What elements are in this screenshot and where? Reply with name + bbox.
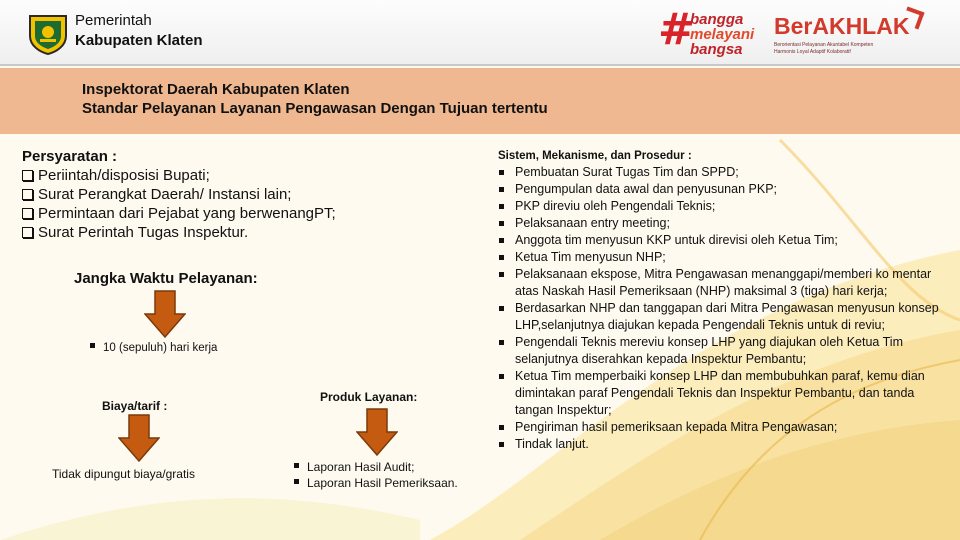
bullet-icon [499,442,504,447]
down-arrow-icon [118,414,160,462]
down-arrow-icon [144,290,186,338]
berakhlak-tagline-1: Berorientasi Pelayanan Akuntabel Kompeten [774,42,874,48]
requirement-item: Surat Perintah Tugas Inspektur. [22,223,336,242]
down-arrow-icon [356,408,398,456]
procedure-step: Pembuatan Surat Tugas Tim dan SPPD; [498,164,953,181]
checkbox-icon [22,189,33,200]
berakhlak-title: BerAKHLAK [774,13,910,39]
bullet-icon [499,340,504,345]
procedure-step: Anggota tim menyusun KKP untuk direvisi oleh Ketua Tim; [498,232,953,249]
procedure-step: Pelaksanaan entry meeting; [498,215,953,232]
product-heading: Produk Layanan: [320,390,418,404]
product-item: Laporan Hasil Audit; [294,459,458,475]
bangsa-word: bangsa [690,41,743,58]
agency-title: Inspektorat Daerah Kabupaten Klaten [82,81,350,98]
product-list [294,459,458,491]
requirement-item: Periintah/disposisi Bupati; [22,166,336,185]
procedure-list [498,164,953,453]
service-time-heading: Jangka Waktu Pelayanan: [74,270,258,287]
procedure-step: Pengendali Teknis mereviu konsep LHP yang diajukan oleh Ketua Tim selanjutnya diserahkan kepada Inspektur Pembantu; [498,334,953,368]
fee-heading: Biaya/tarif : [102,399,168,413]
bullet-icon [499,170,504,175]
bullet-icon [294,463,299,468]
bullet-icon [499,272,504,277]
procedure-step: Pengiriman hasil pemeriksaan kepada Mitra Pengawasan; [498,419,953,436]
hashtag-icon: # [658,4,695,55]
checkbox-icon [22,208,33,219]
service-time-value: 10 (sepuluh) hari kerja [90,342,217,354]
government-label: Pemerintah [75,12,152,29]
bullet-icon [499,425,504,430]
bullet-icon [499,255,504,260]
melayani-word: melayani [690,26,755,43]
procedure-step: PKP direviu oleh Pengendali Teknis; [498,198,953,215]
requirements-list [22,166,336,242]
requirement-item: Permintaan dari Pejabat yang berwenangPT; [22,204,336,223]
bullet-icon [499,238,504,243]
procedure-step: Pelaksanaan ekspose, Mitra Pengawasan menanggapi/memberi ko mentar atas Naskah Hasil Pemeriksaan (NHP) maksimal 3 (tiga) hari kerja; [498,266,953,300]
bullet-icon [294,479,299,484]
requirements-heading: Persyaratan : [22,148,118,165]
product-item: Laporan Hasil Pemeriksaan. [294,475,458,491]
procedure-step: Tindak lanjut. [498,436,953,453]
checkbox-icon [22,227,33,238]
procedure-step: Pengumpulan data awal dan penyusunan PKP; [498,181,953,198]
bullet-icon [499,306,504,311]
service-standard-title: Standar Pelayanan Layanan Pengawasan Dengan Tujuan tertentu [82,100,548,117]
bangga-word: bangga [690,11,744,28]
fee-value: Tidak dipungut biaya/gratis [52,467,195,481]
requirement-item: Surat Perangkat Daerah/ Instansi lain; [22,185,336,204]
procedure-step: Berdasarkan NHP dan tanggapan dari Mitra Pengawasan menyusun konsep LHP,selanjutnya diajukan kepada Pengendali Teknis untuk di reviu; [498,300,953,334]
bullet-icon [499,221,504,226]
berakhlak-tagline-2: Harmonis Loyal Adaptif Kolaboratif [774,49,851,55]
bullet-icon [499,374,504,379]
checkbox-icon [22,170,33,181]
procedure-step: Ketua Tim memperbaiki konsep LHP dan membubuhkan paraf, kemu dian dimintakan paraf Pengendali Teknis dan Inspektur Pembantu, dan tanda tangan Inspektur; [498,368,953,419]
procedure-heading: Sistem, Mekanisme, dan Prosedur : [498,150,692,162]
procedure-step: Ketua Tim menyusun NHP; [498,249,953,266]
bullet-icon [499,204,504,209]
regency-name: Kabupaten Klaten [75,32,203,49]
bullet-icon [90,343,95,348]
bullet-icon [499,187,504,192]
